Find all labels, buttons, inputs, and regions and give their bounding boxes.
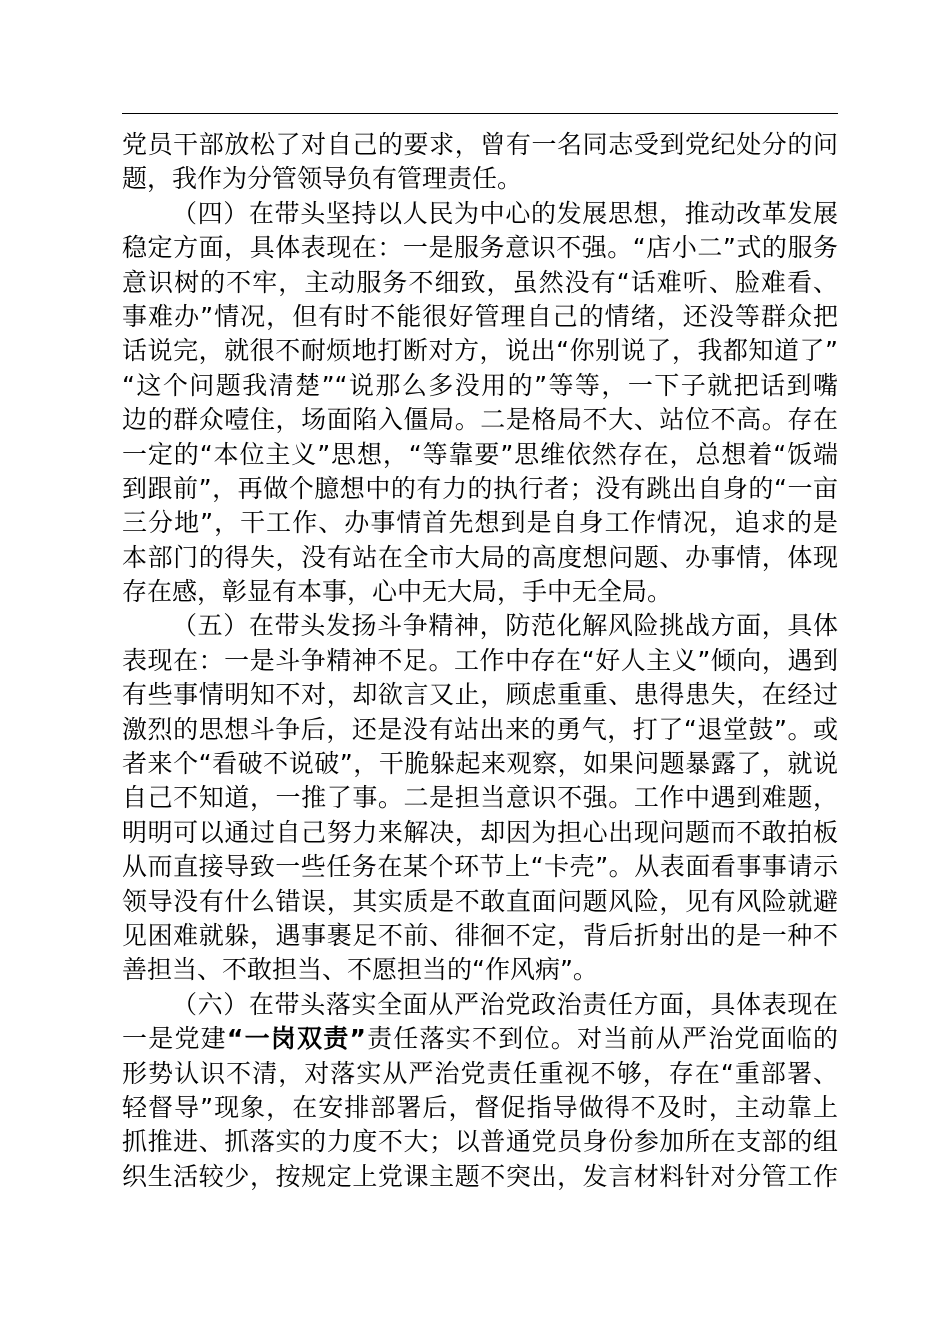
text-line: 一定的“本位主义”思想，“等靠要”思维依然存在，总想着“饭端: [122, 439, 838, 469]
text-line: 形势认识不清，对落实从严治党责任重视不够，存在“重部署、: [122, 1058, 838, 1088]
header-rule: [122, 113, 838, 114]
paragraph-continuation: [122, 128, 838, 197]
text-line: （六）在带头落实全面从严治党政治责任方面，具体表现在: [172, 989, 838, 1019]
text-line: 有些事情明知不对，却欲言又止，顾虑重重、患得患失，在经过: [122, 680, 838, 710]
paragraph-four: [122, 197, 838, 610]
text-line: 激烈的思想斗争后，还是没有站出来的勇气，打了“退堂鼓”。或: [122, 714, 838, 744]
text-line: 明明可以通过自己努力来解决，却因为担心出现问题而不敢拍板: [122, 817, 838, 847]
text-line: 党员干部放松了对自己的要求，曾有一名同志受到党纪处分的问: [122, 130, 838, 159]
text-line: 事难办”情况，但有时不能很好管理自己的情绪，还没等群众把: [122, 301, 838, 331]
text-line: （五）在带头发扬斗争精神，防范化解风险挑战方面，具体: [172, 611, 838, 641]
paragraph-five: [122, 609, 838, 987]
text-line: 话说完，就很不耐烦地打断对方，说出“你别说了，我都知道了”: [122, 336, 838, 366]
text-line: 织生活较少，按规定上党课主题不突出，发言材料针对分管工作: [122, 1161, 838, 1191]
text-line: 见困难就躲，遇事裹足不前、徘徊不定，背后折射出的是一种不: [122, 920, 838, 950]
text-line: 稳定方面，具体表现在：一是服务意识不强。“店小二”式的服务: [122, 233, 838, 263]
text-line: 到跟前”，再做个臆想中的有力的执行者；没有跳出自身的“一亩: [122, 473, 838, 503]
text-line: 题，我作为分管领导负有管理责任。: [122, 164, 523, 194]
text-line: 抓推进、抓落实的力度不大；以普通党员身份参加所在支部的组: [122, 1127, 838, 1157]
text-line: “这个问题我清楚”“说那么多没用的”等等，一下子就把话到嘴: [122, 370, 838, 400]
text-line: 存在感，彰显有本事，心中无大局，手中无全局。: [122, 577, 673, 607]
paragraph-six: [122, 988, 838, 1194]
text-line: 轻督导”现象，在安排部署后，督促指导做得不及时，主动靠上: [122, 1092, 838, 1122]
text-line: （四）在带头坚持以人民为中心的发展思想，推动改革发展: [172, 198, 838, 228]
text-line: 本部门的得失，没有站在全市大局的高度想问题、办事情，体现: [122, 542, 838, 572]
text-line: 自己不知道，一推了事。二是担当意识不强。工作中遇到难题，: [122, 783, 838, 813]
text-span: 一是党建: [122, 1024, 227, 1054]
text-span: 责任落实不到位。对当前从严治党面临的: [365, 1024, 838, 1054]
text-line: 领导没有什么错误，其实质是不敢直面问题风险，见有风险就避: [122, 886, 838, 916]
text-line: [122, 1022, 838, 1056]
text-line: 边的群众噎住，场面陷入僵局。二是格局不大、站位不高。存在: [122, 405, 838, 435]
bold-term: “一岗双责”: [226, 1024, 366, 1054]
text-line: 三分地”，干工作、办事情首先想到是自身工作情况，追求的是: [122, 508, 838, 538]
text-line: 意识树的不牢，主动服务不细致，虽然没有“话难听、脸难看、: [122, 267, 838, 297]
text-line: 者来个“看破不说破”，干脆躲起来观察，如果问题暴露了，就说: [122, 749, 838, 779]
text-line: 表现在：一是斗争精神不足。工作中存在“好人主义”倾向，遇到: [122, 645, 838, 675]
body-text: [122, 128, 838, 1194]
text-line: 善担当、不敢担当、不愿担当的“作风病”。: [122, 955, 598, 985]
text-line: 从而直接导致一些任务在某个环节上“卡壳”。从表面看事事请示: [122, 852, 838, 882]
